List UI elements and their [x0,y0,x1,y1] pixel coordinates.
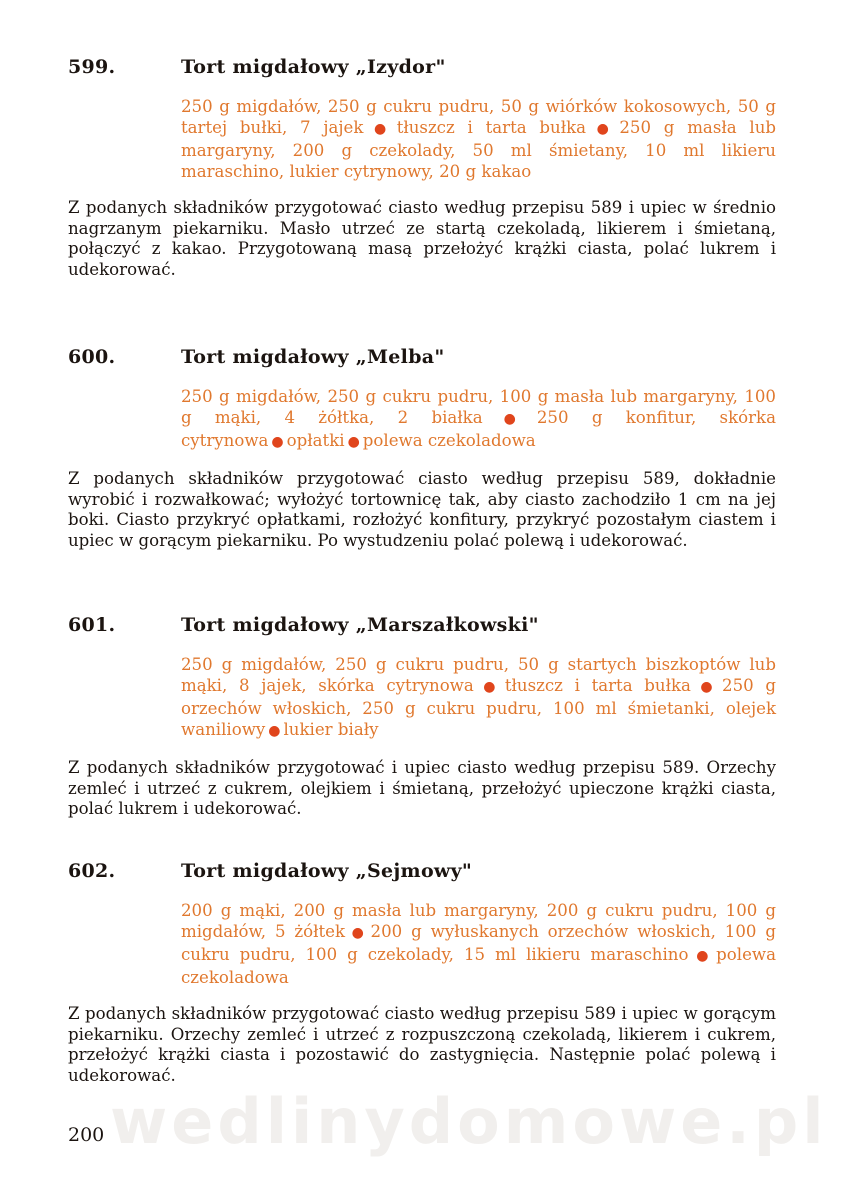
page-number: 200 [68,1124,105,1146]
recipe-header [68,346,776,374]
ingredient-group: lukier biały [283,720,379,739]
ingredient-group: 250 g migdałów, 250 g cukru pudru, 50 g startych biszkoptów lub mąki, 8 jajek, skórka cytrynowa [181,655,776,695]
bullet-icon: ● [366,121,394,137]
bullet-icon: ● [268,723,281,739]
bullet-icon: ● [271,434,284,450]
ingredient-group: 200 g mąki, 200 g masła lub margaryny, 200 g cukru pudru, 100 g migdałów, 5 żółtek [181,901,776,941]
recipe-method: Z podanych składników przygotować ciasto według przepisu 589 i upiec w gorącym piekarniku. Orzechy zemleć i utrzeć z rozpuszczoną czekoladą, likierem i cukrem, przełożyć krążki ciasta i pozostawić do zastygnięcia. Następnie polać polewą i udekorować. [68,1004,776,1085]
ingredient-group: tłuszcz i tarta bułka [504,676,691,695]
recipe-602 [68,860,776,1086]
recipe-title: Tort migdałowy „Izydor" [181,56,446,78]
recipe-number: 599. [68,56,116,78]
ingredient-group: tłuszcz i tarta bułka [396,118,587,137]
ingredient-group: polewa czekoladowa [181,945,777,987]
recipe-number: 600. [68,346,116,368]
recipe-method: Z podanych składników przygotować ciasto według przepisu 589 i upiec w średnio nagrzanym piekarniku. Masło utrzeć ze startą czekoladą, likierem i śmietaną, połączyć z kakao. Przygotowaną masą przełożyć krążki ciasta, polać lukrem i udekorować. [68,198,776,279]
ingredient-group: opłatki [286,431,345,450]
recipe-header [68,56,776,84]
ingredient-group: 250 g konfitur, skórka cytrynowa [181,408,777,450]
bullet-icon: ● [693,679,720,695]
bullet-icon: ● [485,411,534,427]
recipe-title: Tort migdałowy „Marszałkowski" [181,614,539,636]
ingredient-group: 250 g masła lub margaryny, 200 g czekolady, 50 ml śmietany, 10 ml likieru maraschino, lukier cytrynowy, 20 g kakao [181,118,777,181]
bullet-icon: ● [589,121,617,137]
recipe-601 [68,614,776,820]
ingredient-group: polewa czekoladowa [362,431,536,450]
ingredient-group: 250 g migdałów, 250 g cukru pudru, 100 g masła lub margaryny, 100 g mąki, 4 żółtka, 2 białka [181,387,776,427]
bullet-icon: ● [347,434,360,450]
ingredients-list [181,386,776,453]
bullet-icon: ● [691,948,714,964]
recipe-title: Tort migdałowy „Melba" [181,346,445,368]
ingredients-list [181,900,776,988]
ingredient-group: 200 g wyłuskanych orzechów włoskich, 100 g cukru pudru, 100 g czekolady, 15 ml likieru maraschino [181,922,776,964]
recipe-method: Z podanych składników przygotować ciasto według przepisu 589, dokładnie wyrobić i rozwałkować; wyłożyć tortownicę tak, aby ciasto zachodziło 1 cm na jej boki. Ciasto przykryć opłatkami, rozłożyć konfitury, przykryć pozostałym ciastem i upiec w gorącym piekarniku. Po wystudzeniu polać polewą i udekorować. [68,469,776,550]
recipe-header [68,860,776,888]
recipe-method: Z podanych składników przygotować i upiec ciasto według przepisu 589. Orzechy zemleć i utrzeć z cukrem, olejkiem i śmietaną, przełożyć upieczone krążki ciasta, polać lukrem i udekorować. [68,758,776,818]
bullet-icon: ● [348,925,368,941]
recipe-600 [68,346,776,551]
recipe-header [68,614,776,642]
ingredients-list [181,96,776,182]
ingredient-group: 250 g migdałów, 250 g cukru pudru, 50 g wiórków kokosowych, 50 g tartej bułki, 7 jajek [181,97,776,137]
recipe-599 [68,56,776,280]
watermark: wedlinydomowe.pl [110,1085,828,1158]
ingredient-group: 250 g orzechów włoskich, 250 g cukru pudru, 100 ml śmietanki, olejek waniliowy [181,676,777,739]
recipe-number: 601. [68,614,116,636]
bullet-icon: ● [476,679,502,695]
recipe-number: 602. [68,860,116,882]
ingredients-list [181,654,776,742]
recipe-title: Tort migdałowy „Sejmowy" [181,860,473,882]
